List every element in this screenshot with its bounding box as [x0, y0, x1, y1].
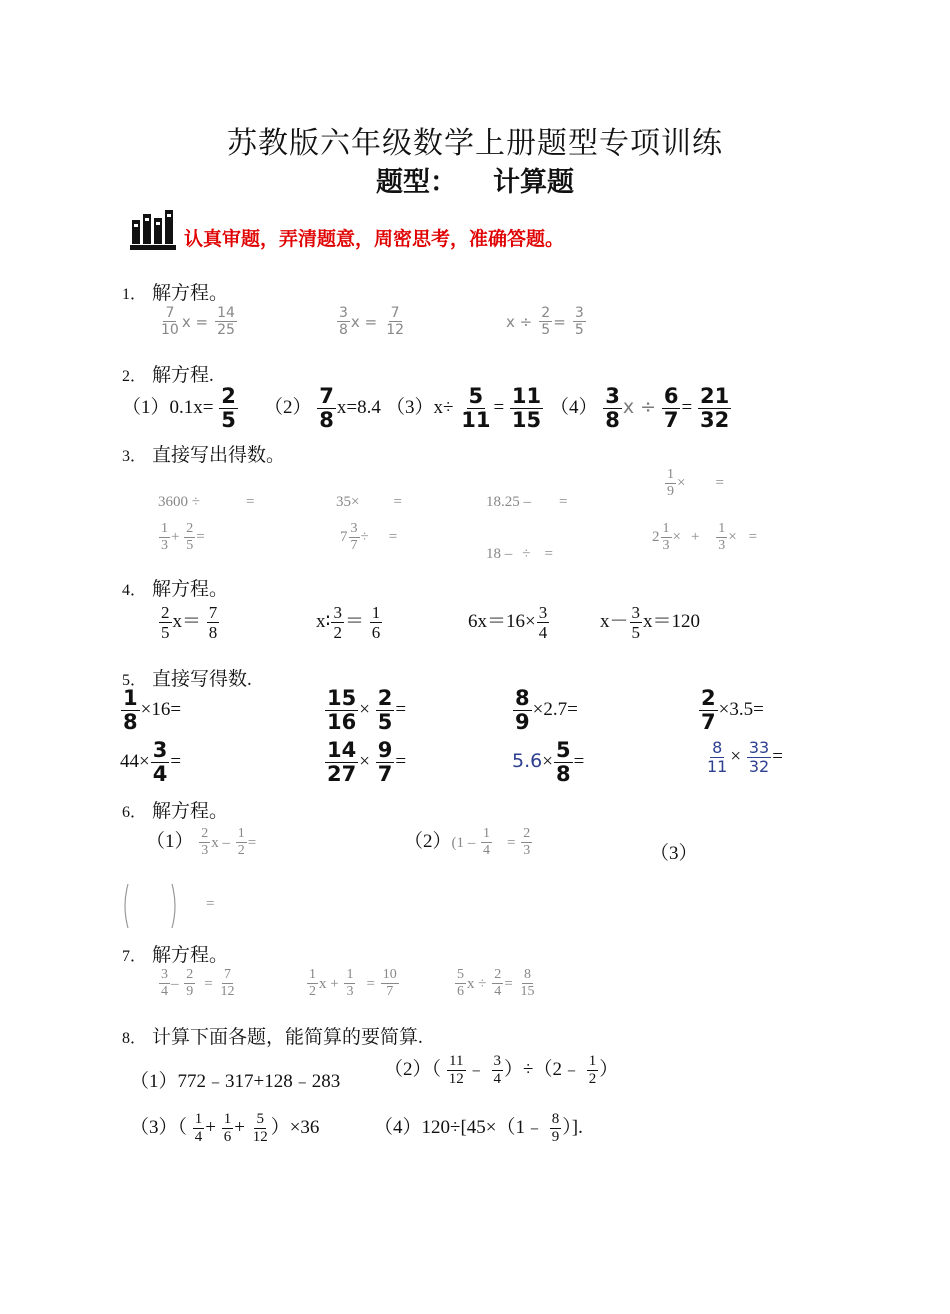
q5-item-4: $\frac{2}{7}$ ×3.5= — [701, 686, 764, 734]
q5-item-7: 5.6× $\frac{5}{8}$ = — [512, 738, 585, 786]
q8-expression-4: （4）120÷[45×（1﹣ $\frac{8}{9}$ ）]. — [374, 1111, 583, 1146]
question-6-title: 6． 解方程。 — [122, 801, 229, 822]
question-8-title: 8． 计算下面各题，能简算的要简算. — [122, 1027, 423, 1048]
q8-expression-2: （2）（ $\frac{11}{12}$ ﹣ $\frac{3}{4}$ ）÷（2﹣ $\frac{1}{2}$ ） — [384, 1053, 619, 1088]
q4-equation-4: x－ $\frac{3}{5}$ x＝120 — [600, 603, 701, 642]
q2-equation-1: （1）0.1x= $\frac{2}{5}$ — [122, 384, 236, 432]
books-icon — [130, 208, 176, 257]
q2-equation-2: （2） $\frac{7}{8}$ x=8.4 — [264, 384, 381, 432]
question-1-title: 1． 解方程。 — [122, 283, 229, 304]
page-title: 苏教版六年级数学上册题型专项训练 — [227, 127, 723, 160]
type-label: 题型： — [376, 167, 457, 198]
question-3-title: 3． 直接写出得数。 — [122, 445, 286, 466]
q4-equation-2: x∶ $\frac{3}{2}$ ＝ $\frac{1}{6}$ — [316, 603, 381, 642]
question-2-title: 2． 解方程. — [122, 365, 214, 386]
q3-item-4: $\frac{1}{9}$ × = — [667, 467, 724, 499]
q4-equation-1: $\frac{2}{5}$ x＝ $\frac{7}{8}$ — [161, 603, 218, 642]
q1-equation-1: $\frac{7}{10}$ x = $\frac{14}{25}$ — [161, 305, 235, 338]
q1-equation-3: x ÷ $\frac{2}{5}$ = $\frac{3}{5}$ — [506, 305, 584, 338]
q6-equation-3-equals: = — [206, 896, 215, 912]
q7-equation-3: $\frac{5}{6}$ x ÷ $\frac{2}{4}$ = $\frac{8}{15}$ — [457, 967, 535, 999]
q5-item-8: $\frac{8}{11}$ × $\frac{33}{32}$ = — [707, 738, 783, 776]
q3-item-7: 18 – ÷ = — [486, 546, 553, 562]
q5-item-5: 44× $\frac{3}{4}$ = — [120, 738, 182, 786]
q6-equation-2: （2）(1 – $\frac{1}{4}$ = $\frac{2}{3}$ — [404, 826, 531, 859]
type-value: 计算题 — [493, 167, 574, 198]
question-5-title: 5． 直接写得数. — [122, 669, 252, 690]
q5-item-6: $\frac{14}{27}$ × $\frac{9}{7}$ = — [327, 738, 407, 786]
q8-expression-3: （3）（ $\frac{1}{4}$ + $\frac{1}{6}$ + $\frac{5}{12}$ ）×36 — [130, 1111, 320, 1146]
question-7-title: 7． 解方程。 — [122, 945, 229, 966]
question-4-title: 4． 解方程。 — [122, 579, 229, 600]
q3-item-3: 18.25 – = — [486, 494, 568, 510]
q2-equation-3: （3）x÷ $\frac{5}{11}$ = $\frac{11}{15}$ — [386, 384, 542, 432]
q3-item-1: 3600 ÷ = — [158, 494, 255, 510]
q7-equation-1: $\frac{3}{4}$ – $\frac{2}{9}$ = $\frac{7}{12}$ — [161, 967, 235, 999]
question-type — [0, 160, 950, 199]
q3-item-5: $\frac{1}{3}$ + $\frac{2}{5}$ = — [161, 521, 205, 553]
q7-equation-2: $\frac{1}{2}$ x + $\frac{1}{3}$ = $\frac{10}{7}$ — [309, 967, 397, 999]
q2-equation-4: （4） $\frac{3}{8}$ x ÷ $\frac{6}{7}$ = $\frac{21}{32}$ — [550, 384, 730, 432]
q1-equation-2: $\frac{3}{8}$ x = $\frac{7}{12}$ — [339, 305, 405, 338]
q6-equation-3-label: （3） — [650, 843, 698, 864]
motto: 认真审题，弄清题意，周密思考，准确答题。 — [184, 228, 565, 250]
q8-expression-1: （1）772﹣317+128﹣283 — [130, 1071, 341, 1092]
q3-item-6: 7 $\frac{3}{7}$ ÷ = — [340, 521, 398, 553]
q4-equation-3: 6x＝16× $\frac{3}{4}$ — [468, 603, 548, 642]
q5-item-3: $\frac{8}{9}$ ×2.7= — [515, 686, 578, 734]
q3-item-8: 2 $\frac{1}{3}$ × + $\frac{1}{3}$ × = — [652, 521, 758, 553]
q6-equation-3-parentheses — [122, 882, 178, 926]
q5-item-1: $\frac{1}{8}$ ×16= — [123, 686, 182, 734]
q6-equation-1: （1） $\frac{2}{3}$ x – $\frac{1}{2}$ = — [146, 826, 257, 859]
q3-item-2: 35× = — [336, 494, 402, 510]
q5-item-2: $\frac{15}{16}$ × $\frac{2}{5}$ = — [327, 686, 407, 734]
